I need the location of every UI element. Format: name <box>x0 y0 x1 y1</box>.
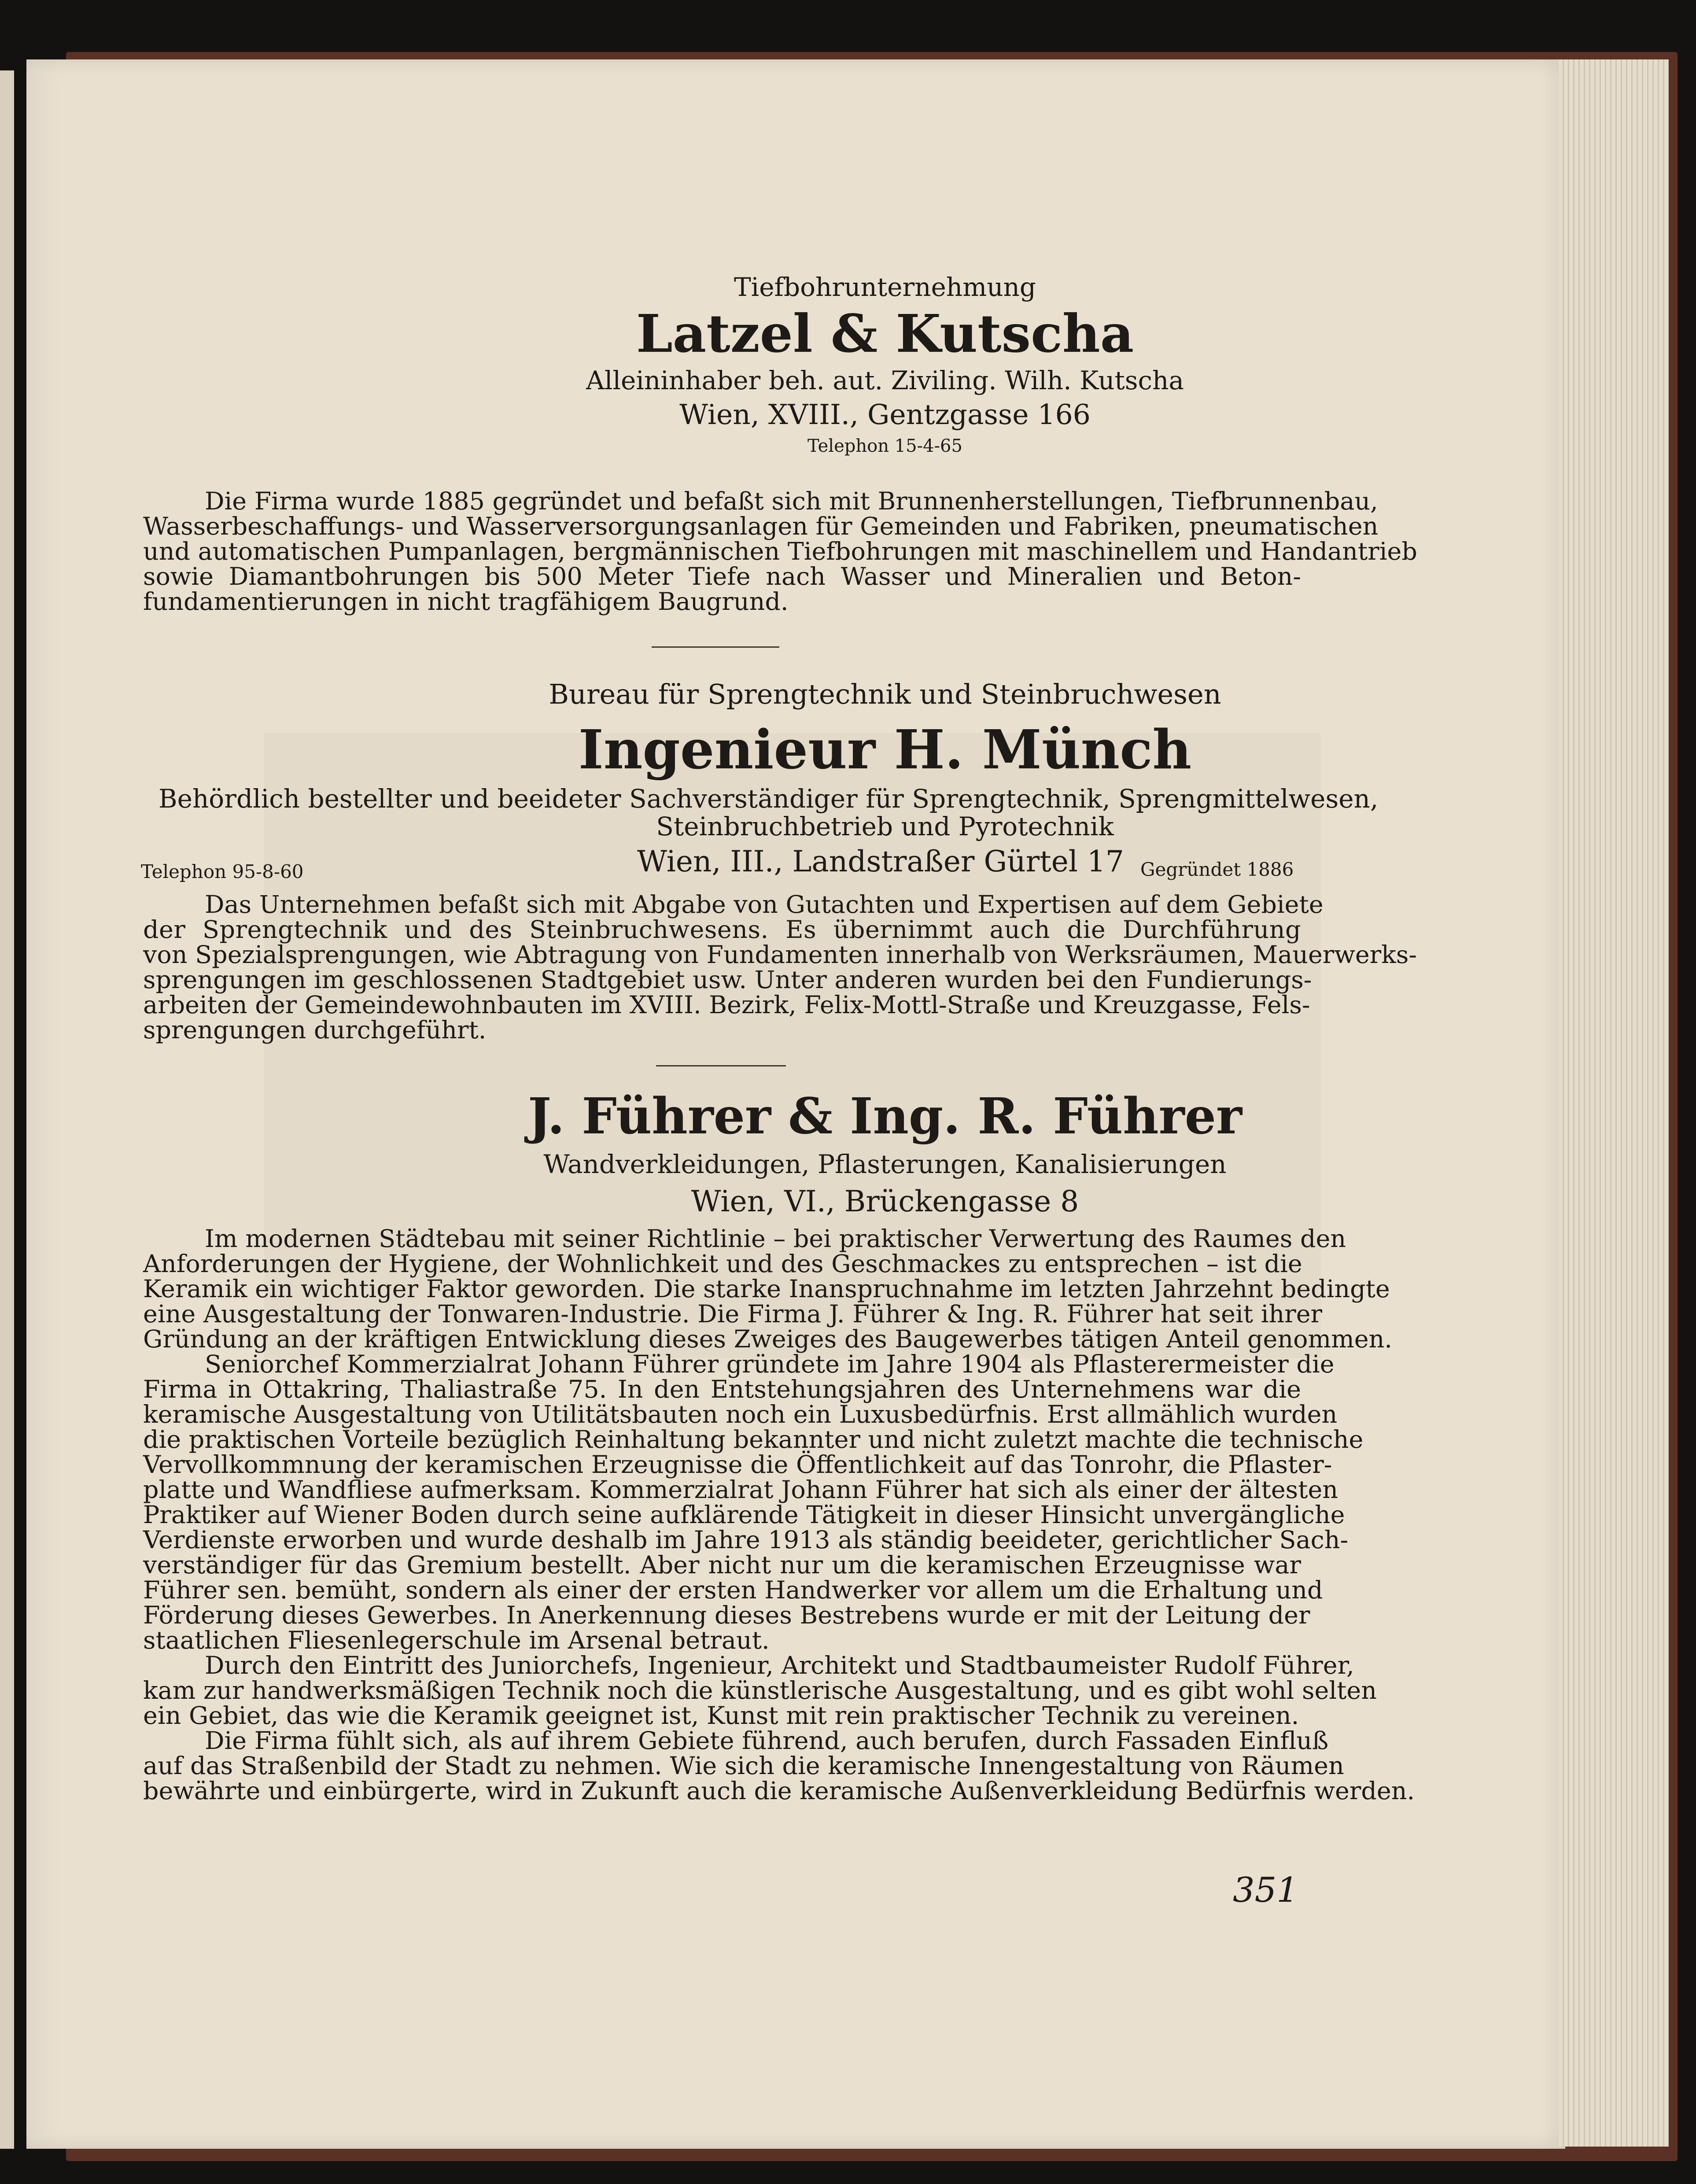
text-line: Vervollkommnung der keramischen Erzeugnisse die Öffentlichkeit auf das Tonrohr, die Pflaster- <box>143 1450 1332 1479</box>
section2-description: Behördlich bestellter und beeideter Sachverständiger für Sprengtechnik, Sprengmittelwesen, <box>159 784 1379 814</box>
text-line: Wasserbeschaffungs- und Wasserversorgungsanlagen für Gemeinden und Fabriken, pneumatischen <box>143 512 1379 541</box>
text-line: eine Ausgestaltung der Tonwaren-Industrie. Die Firma J. Führer & Ing. R. Führer hat seit ihrer <box>143 1300 1323 1328</box>
section1-title: Latzel & Kutscha <box>636 303 1134 364</box>
section1-address: Wien, XVIII., Gentzgasse 166 <box>679 398 1091 431</box>
text-line: Förderung dieses Gewerbes. In Anerkennung dieses Bestrebens wurde er mit der Leitung der <box>143 1601 1310 1630</box>
section2-founded: Gegründet 1886 <box>1140 859 1294 880</box>
section1-subtitle: Tiefbohrunternehmung <box>734 272 1036 302</box>
text-line: bewährte und einbürgerte, wird in Zukunft auch die keramische Außenverkleidung Bedürfnis werden. <box>143 1777 1415 1805</box>
text-line: kam zur handwerksmäßigen Technik noch die künstlerische Ausgestaltung, und es gibt wohl selten <box>143 1676 1377 1705</box>
section3-address: Wien, VI., Brückengasse 8 <box>691 1184 1079 1218</box>
text-line: arbeiten der Gemeindewohnbauten im XVIII. Bezirk, Felix-Mottl-Straße und Kreuzgasse, Fels- <box>143 991 1310 1019</box>
text-line: der Sprengtechnik und des Steinbruchwesens. Es übernimmt auch die Durchführung <box>143 915 1301 944</box>
text-line: Führer sen. bemüht, sondern als einer der ersten Handwerker vor allem um die Erhaltung und <box>143 1576 1323 1605</box>
section3-subtitle: Wandverkleidungen, Pflasterungen, Kanalisierungen <box>543 1149 1227 1179</box>
section1-phone: Telephon 15-4-65 <box>807 436 962 456</box>
section3-title: J. Führer & Ing. R. Führer <box>528 1088 1242 1145</box>
text-line: Die Firma fühlt sich, als auf ihrem Gebiete führend, auch berufen, durch Fassaden Einfluß <box>205 1727 1329 1755</box>
section1-paragraph <box>143 487 1417 616</box>
page-number: 351 <box>1233 1870 1298 1910</box>
text-line: Praktiker auf Wiener Boden durch seine aufklärende Tätigkeit in dieser Hinsicht unvergängliche <box>143 1501 1345 1529</box>
page-stack-edges <box>1559 59 1669 2147</box>
text-line: staatlichen Fliesenlegerschule im Arsenal betraut. <box>143 1626 770 1655</box>
section2-address: Wien, III., Landstraßer Gürtel 17 <box>637 845 1124 878</box>
text-line: sowie Diamantbohrungen bis 500 Meter Tiefe nach Wasser und Mineralien und Beton- <box>143 562 1301 591</box>
section-divider <box>656 1065 786 1066</box>
text-line: ein Gebiet, das wie die Keramik geeignet ist, Kunst mit rein praktischer Technik zu vereinen. <box>143 1701 1299 1730</box>
text-line: Firma in Ottakring, Thaliastraße 75. In den Entstehungsjahren des Unternehmens war die <box>143 1375 1301 1404</box>
section1-owner: Alleininhaber beh. aut. Ziviling. Wilh. Kutscha <box>586 365 1184 395</box>
text-line: Im modernen Städtebau mit seiner Richtlinie – bei praktischer Verwertung des Raumes den <box>205 1225 1346 1253</box>
text-line: platte und Wandfliese aufmerksam. Kommerzialrat Johann Führer hat sich als einer der ältesten <box>143 1476 1338 1504</box>
text-line: sprengungen durchgeführt. <box>143 1016 487 1044</box>
text-line: Seniorchef Kommerzialrat Johann Führer gründete im Jahre 1904 als Pflasterermeister die <box>205 1350 1335 1379</box>
text-line: auf das Straßenbild der Stadt zu nehmen. Wie sich die keramische Innengestaltung von Räumen <box>143 1752 1344 1780</box>
section3-paragraph <box>143 1225 1415 1805</box>
text-line: Keramik ein wichtiger Faktor geworden. Die starke Inanspruchnahme im letzten Jahrzehnt bedingte <box>143 1275 1390 1303</box>
text-line: Anforderungen der Hygiene, der Wohnlichkeit und des Geschmackes zu entsprechen – ist die <box>143 1250 1302 1278</box>
text-line: Verdienste erworben und wurde deshalb im Jahre 1913 als ständig beeideter, gerichtlicher Sach- <box>143 1526 1349 1554</box>
section2-description-cont: Steinbruchbetrieb und Pyrotechnik <box>656 812 1114 841</box>
left-page-edge <box>0 70 14 2149</box>
text-line: Gründung an der kräftigen Entwicklung dieses Zweiges des Baugewerbes tätigen Anteil genommen. <box>143 1325 1393 1354</box>
text-line: von Spezialsprengungen, wie Abtragung von Fundamenten innerhalb von Werksräumen, Mauerwerks- <box>143 941 1417 969</box>
section2-phone: Telephon 95-8-60 <box>141 861 304 882</box>
text-line: fundamentierungen in nicht tragfähigem Baugrund. <box>143 587 789 616</box>
text-line: die praktischen Vorteile bezüglich Reinhaltung bekannter und nicht zuletzt machte die technische <box>143 1425 1364 1454</box>
section2-title: Ingenieur H. Münch <box>578 718 1192 781</box>
section2-paragraph <box>143 890 1417 1044</box>
text-line: und automatischen Pumpanlagen, bergmännischen Tiefbohrungen mit maschinellem und Handantrieb <box>143 537 1417 566</box>
section-divider <box>652 646 779 648</box>
section2-subtitle: Bureau für Sprengtechnik und Steinbruchwesen <box>549 678 1221 710</box>
text-line: verständiger für das Gremium bestellt. Aber nicht nur um die keramischen Erzeugnisse war <box>143 1551 1301 1579</box>
text-line: sprengungen im geschlossenen Stadtgebiet usw. Unter anderen wurden bei den Fundierungs- <box>143 966 1312 994</box>
text-line: keramische Ausgestaltung von Utilitätsbauten noch ein Luxusbedürfnis. Erst allmählich wurden <box>143 1400 1338 1429</box>
text-line: Die Firma wurde 1885 gegründet und befaßt sich mit Brunnenherstellungen, Tiefbrunnenbau, <box>205 487 1378 516</box>
text-line: Durch den Eintritt des Juniorchefs, Ingenieur, Architekt und Stadtbaumeister Rudolf Führer, <box>205 1651 1354 1680</box>
text-line: Das Unternehmen befaßt sich mit Abgabe von Gutachten und Expertisen auf dem Gebiete <box>205 890 1324 919</box>
